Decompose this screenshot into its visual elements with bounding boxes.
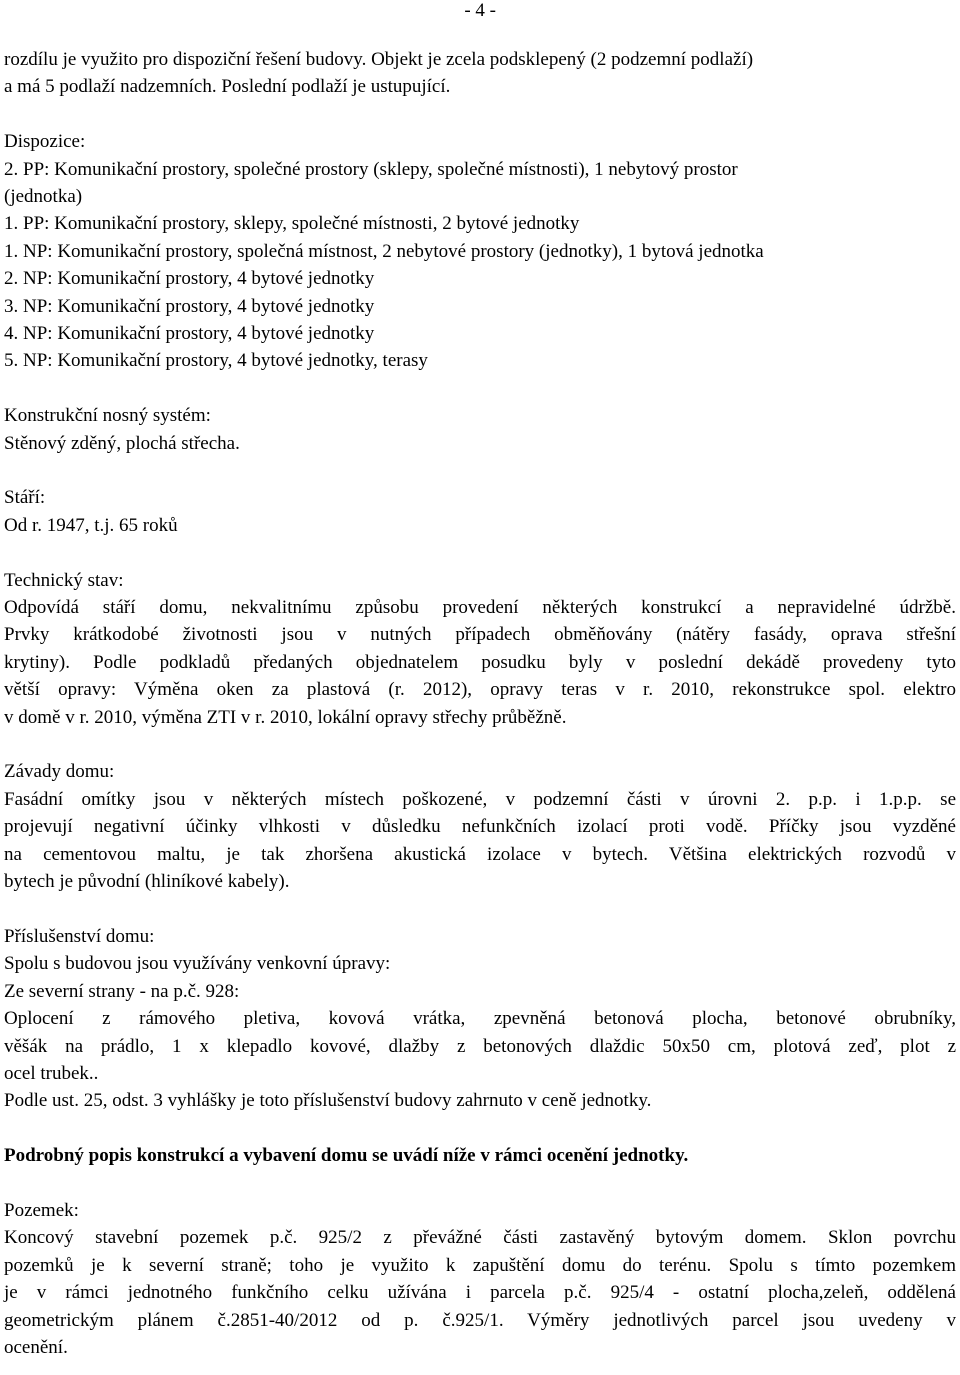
technicky-stav-section [4,567,956,731]
dispozice-section [4,128,956,375]
pozemek-line: je v rámci jednotného funkčního celku užívána i parcela p.č. 925/4 - ostatní plocha,zeleň, oddělená [4,1282,956,1304]
konstrukce-section [4,402,956,457]
stari-heading: Stáří: [4,487,46,509]
zavady-line: projevují negativní účinky vlhkosti v důsledku nefunkčních izolací proti vodě. Příčky jsou vyzděné [4,816,956,838]
zavady-line: Fasádní omítky jsou v některých místech poškozené, v podzemní části v úrovni 2. p.p. i 1.p.p. se [4,788,956,810]
pozemek-line: pozemků je k severní straně; toho je využito k zapuštění domu do terénu. Spolu s tímto pozemkem [4,1254,956,1276]
konstrukce-heading: Konstrukční nosný systém: [4,405,211,427]
podrobny-popis-section [4,1142,956,1169]
technicky-stav-heading: Technický stav: [4,569,124,591]
pozemek-line: Koncový stavební pozemek p.č. 925/2 z převážné části zastavěný bytovým domem. Sklon povrchu [4,1227,956,1249]
zavady-section [4,758,956,895]
prislusenstvi-line: věšák na prádlo, 1 x klepadlo kovové, dlažby z betonových dlaždic 50x50 cm, plotová zeď, plot z [4,1035,956,1057]
intro-line: a má 5 podlaží nadzemních. Poslední podlaží je ustupující. [4,76,451,98]
prislusenstvi-line: Oplocení z rámového pletiva, kovová vrátka, zpevněná betonová plocha, betonové obrubníky, [4,1008,956,1030]
technicky-stav-line: větší opravy: Výměna oken za plastová (r. 2012), opravy teras v r. 2010, rekonstrukce spol. elektro [4,679,956,701]
podrobny-popis-text: Podrobný popis konstrukcí a vybavení domu se uvádí níže v rámci ocenění jednotky. [4,1145,689,1167]
pozemek-line: geometrickým plánem č.2851-40/2012 od p. č.925/1. Výměry jednotlivých parcel jsou uvedeny v [4,1309,956,1331]
technicky-stav-line: v domě v r. 2010, výměna ZTI v r. 2010, lokální opravy střechy průběžně. [4,706,567,728]
zavady-line: bytech je původní (hliníkové kabely). [4,871,290,893]
stari-text: Od r. 1947, t.j. 65 roků [4,514,178,536]
zavady-line: na cementovou maltu, je tak zhoršena akustická izolace v bytech. Většina elektrických rozvodů v [4,843,956,865]
stari-section [4,484,956,539]
dispozice-item: 5. NP: Komunikační prostory, 4 bytové jednotky, terasy [4,350,428,372]
dispozice-item: 1. PP: Komunikační prostory, sklepy, společné místnosti, 2 bytové jednotky [4,213,580,235]
prislusenstvi-heading: Příslušenství domu: [4,925,155,947]
dispozice-item: 1. NP: Komunikační prostory, společná místnost, 2 nebytové prostory (jednotky), 1 bytová jednotka [4,240,764,262]
technicky-stav-line: krytiny). Podle podkladů předaných objednatelem posudku byly v poslední dekádě provedeny tyto [4,651,956,673]
dispozice-item: 2. NP: Komunikační prostory, 4 bytové jednotky [4,268,375,290]
dispozice-item: (jednotka) [4,186,83,208]
page-number: - 4 - [464,0,496,21]
dispozice-item: 4. NP: Komunikační prostory, 4 bytové jednotky [4,323,375,345]
document-page [4,0,956,1361]
intro-line: rozdílu je využito pro dispoziční řešení budovy. Objekt je zcela podsklepený (2 podzemní podlaží) [4,49,754,70]
prislusenstvi-strana: Ze severní strany - na p.č. 928: [4,980,240,1002]
dispozice-item: 3. NP: Komunikační prostory, 4 bytové jednotky [4,295,375,317]
prislusenstvi-section [4,923,956,1115]
dispozice-item: 2. PP: Komunikační prostory, společné prostory (sklepy, společné místnosti), 1 nebytový prostor [4,158,738,180]
konstrukce-text: Stěnový zděný, plochá střecha. [4,432,240,454]
pozemek-section [4,1197,956,1361]
pozemek-line: ocenění. [4,1336,68,1358]
pozemek-heading: Pozemek: [4,1199,79,1221]
dispozice-heading: Dispozice: [4,131,86,153]
prislusenstvi-intro: Spolu s budovou jsou využívány venkovní úpravy: [4,953,391,975]
technicky-stav-line: Prvky krátkodobé životnosti jsou v nutných případech obměňovány (nátěry fasády, oprava střešní [4,624,956,646]
technicky-stav-line: Odpovídá stáří domu, nekvalitnímu způsobu provedení některých konstrukcí a nepravidelné údržbě. [4,597,956,619]
intro-paragraph [4,46,956,101]
zavady-heading: Závady domu: [4,761,115,783]
prislusenstvi-ust: Podle ust. 25, odst. 3 vyhlášky je toto příslušenství budovy zahrnuto v ceně jednotky. [4,1090,652,1112]
prislusenstvi-line: ocel trubek.. [4,1062,99,1084]
